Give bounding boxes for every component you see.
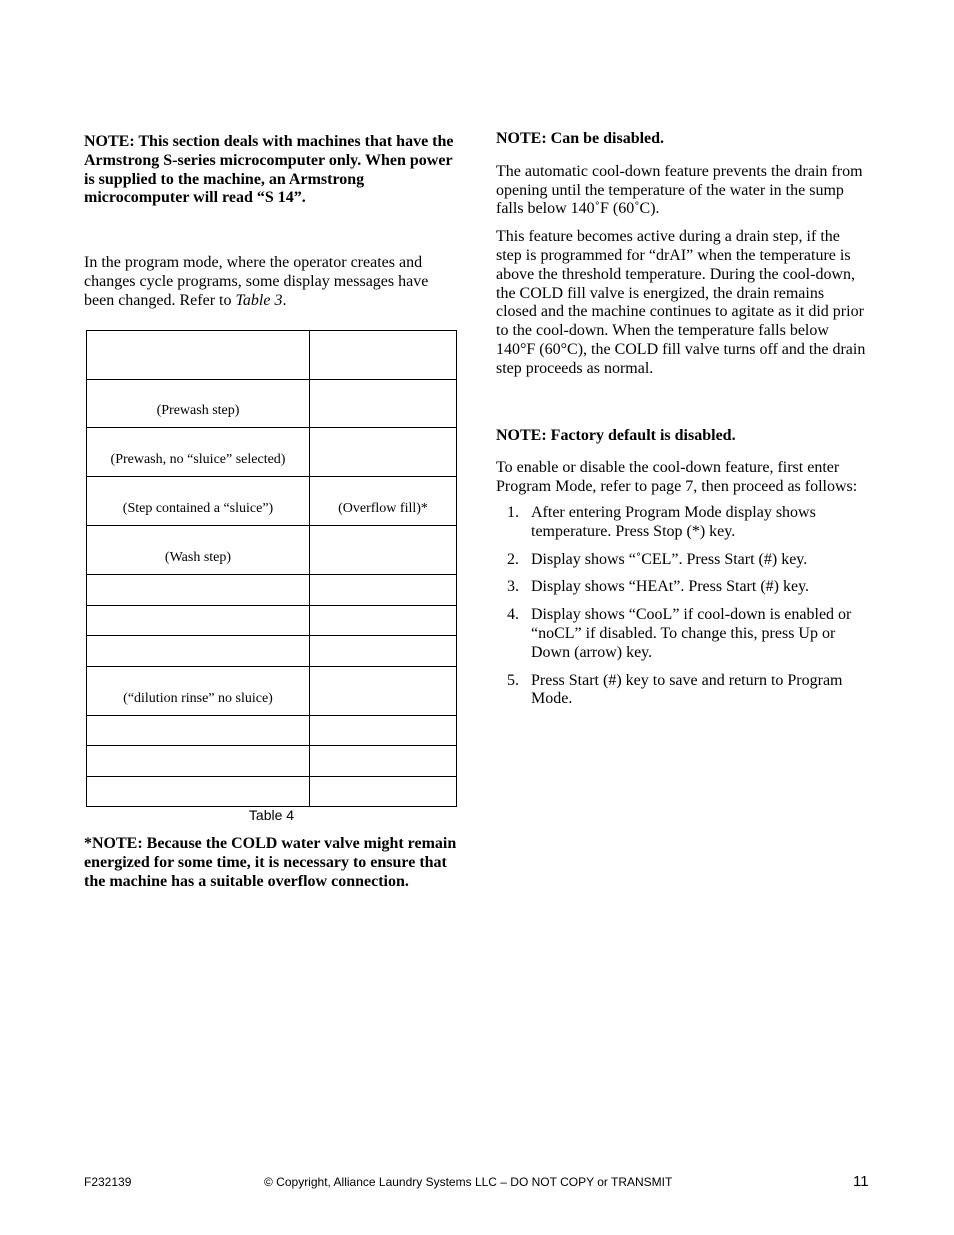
table-reference: Table 3 [235,291,283,309]
step-number: 5. [507,671,519,689]
table-cell: (Wash step) [87,526,310,575]
step-text: Display shows “CooL” if cool-down is enabled or “noCL” if disabled. To change this, press Up or Down (arrow) key. [531,606,852,661]
step-number: 1. [507,503,519,521]
step-number: 3. [507,578,519,596]
table-row [87,575,457,606]
right-column [496,130,868,718]
document-number: F232139 [84,1175,132,1189]
table-cell: (Prewash, no “sluice” selected) [87,428,310,477]
steps-list [496,504,868,709]
step-text: Display shows “˚CEL”. Press Start (#) key. [531,550,808,568]
table-cell: (Step contained a “sluice”) [87,477,310,526]
table-row [87,477,457,526]
list-item [496,606,868,662]
table-cell [310,575,457,606]
table-cell [87,636,310,667]
table-row [87,667,457,716]
step-text: After entering Program Mode display shows temperature. Press Stop (*) key. [531,503,816,540]
table-row [87,428,457,477]
table-row [87,716,457,746]
list-item [496,551,868,570]
table-row [87,331,457,380]
table-cell [310,380,457,428]
table-cell: (Overflow fill)* [310,477,457,526]
enable-disable-instructions: To enable or disable the cool-down feature, first enter Program Mode, refer to page 7, then proceed as follows: [496,459,858,496]
step-number: 2. [507,550,519,568]
table-row [87,526,457,575]
table-cell [310,746,457,777]
table-cell [310,636,457,667]
page-number: 11 [853,1173,869,1190]
step-text: Display shows “HEAt”. Press Start (#) key. [531,578,810,596]
program-mode-paragraph [84,254,460,310]
cool-down-intro: The automatic cool-down feature prevents the drain from opening until the temperature of the water in the sump falls below 140˚F (60˚C). [496,162,863,218]
armstrong-note: NOTE: This section deals with machines that have the Armstrong S-series microcomputer only. When power is supplied to the machine, an Armstrong microcomputer will read “S 14”. [84,133,454,207]
overflow-note: *NOTE: Because the COLD water valve might remain energized for some time, it is necessary to ensure that the machine has a suitable overflow connection. [84,835,457,890]
table-cell [310,526,457,575]
step-text: Press Start (#) key to save and return to Program Mode. [531,671,843,708]
step-number: 4. [507,606,519,624]
program-mode-text: In the program mode, where the operator creates and changes cycle programs, some display messages have been changed. Refer to [84,254,429,309]
cool-down-details: This feature becomes active during a drain step, if the step is programmed for “drAI” when the temperature is above the threshold temperature. During the cool-down, the COLD fill valve is energized, the drain remains closed and the machine continues to agitate as it did prior to the cool-down. When the temperature falls below 140°F (60°C), the COLD fill valve turns off and the drain step proceeds as normal. [496,228,866,377]
table-cell [87,777,310,807]
table-cell [87,716,310,746]
table-cell [310,777,457,807]
can-be-disabled-note: NOTE: Can be disabled. [496,130,665,147]
list-item [496,504,868,542]
table-row [87,746,457,777]
table-cell [310,667,457,716]
table-cell [310,606,457,636]
table-row [87,636,457,667]
list-item [496,578,868,597]
table-caption: Table 4 [248,807,295,823]
table-cell [87,746,310,777]
table-cell [310,331,457,380]
table-cell [87,575,310,606]
table-cell [87,606,310,636]
table-cell [310,428,457,477]
left-column [84,133,460,311]
table-row [87,606,457,636]
factory-default-note: NOTE: Factory default is disabled. [496,426,736,444]
table-cell: (“dilution rinse” no sluice) [87,667,310,716]
program-mode-suffix: . [282,291,287,309]
table-cell: (Prewash step) [87,380,310,428]
display-messages-table [86,330,457,807]
table-row [87,380,457,428]
list-item [496,672,868,710]
copyright-notice: © Copyright, Alliance Laundry Systems LLC – DO NOT COPY or TRANSMIT [264,1175,673,1189]
table-cell [87,331,310,380]
table-cell [310,716,457,746]
table-row [87,777,457,807]
